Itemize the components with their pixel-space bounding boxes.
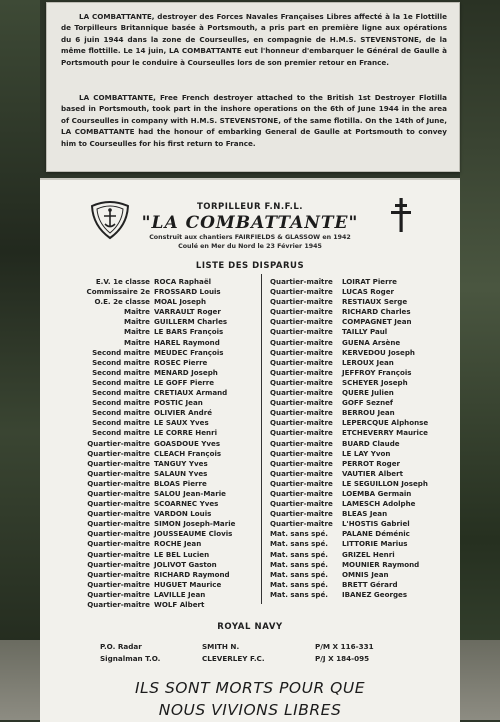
missing-entry xyxy=(40,378,260,388)
entry-name: CRETIAUX Armand xyxy=(154,388,228,398)
entry-name: BRETT Gérard xyxy=(342,579,398,589)
missing-entry xyxy=(266,287,460,297)
entry-rank: Quartier-maître xyxy=(87,478,150,488)
sinking-note: Coulé en Mer du Nord le 23 Février 1945 xyxy=(178,243,322,250)
entry-rank: Quartier-maître xyxy=(270,499,333,509)
english-inscription: LA COMBATTANTE, Free French destroyer attached to the British 1st Destroyer Flotilla based in Portsmouth, took part in the inshore operations on the 6th of June 1944 in the area of Courseulles in company with H.M.S. STEVENSTONE, of the same flotilla. On the 14th of June, LA COMBATTANTE had the honour of embarking General de Gaulle at Portsmouth to convey him to Courseulles for his first return to France. xyxy=(61,93,447,148)
entry-rank: Quartier-maître xyxy=(270,418,333,428)
entry-name: VAUTIER Albert xyxy=(342,468,403,478)
missing-entry xyxy=(266,459,460,469)
entry-name: BUARD Claude xyxy=(342,438,400,448)
construction-note: Construit aux chantiers FAIRFIELDS & GLASSOW en 1942 xyxy=(149,234,351,241)
missing-entry xyxy=(266,529,460,539)
entry-rank: Mat. sans spé. xyxy=(270,569,328,579)
entry-name: BLEAS Jean xyxy=(342,509,388,519)
entry-rank: Mat. sans spé. xyxy=(270,539,328,549)
royal-navy-name: SMITH N. xyxy=(202,642,240,651)
missing-entry xyxy=(40,358,260,368)
french-inscription: LA COMBATTANTE, destroyer des Forces Navales Françaises Libres affecté à la 1e Flottille de Torpilleurs Britannique basée à Portsmouth, a pris part en première ligne aux opérations du 6 juin 1944 dans la zone de Courseulles, en compagnie de H.M.S. STEVENSTONE, de la même flottille. Le 14 juin, LA COMBATTANTE eut l'honneur d'embarquer le Général de Gaulle à Portsmouth pour le conduire à Courseulles lors de son premier retour en France. xyxy=(61,12,447,67)
missing-entry xyxy=(266,560,460,570)
entry-rank: Quartier-maître xyxy=(87,539,150,549)
entry-name: OMNIS Jean xyxy=(342,569,389,579)
entry-rank: Quartier-maître xyxy=(87,519,150,529)
missing-entry xyxy=(266,590,460,600)
entry-name: RESTIAUX Serge xyxy=(342,297,408,307)
missing-entry xyxy=(40,338,260,348)
entry-name: WOLF Albert xyxy=(154,600,205,609)
missing-entry xyxy=(266,469,460,479)
entry-rank: Quartier-maître xyxy=(270,297,333,307)
entry-rank: Quartier-maître xyxy=(270,327,333,337)
missing-entry xyxy=(266,368,460,378)
ship-name: "LA COMBATTANTE" xyxy=(141,213,359,233)
entry-name: TANGUY Yves xyxy=(154,458,208,468)
foliage-right xyxy=(460,0,500,720)
entry-name: LE BARS François xyxy=(154,327,224,337)
entry-name: ETCHEVERRY Maurice xyxy=(342,428,428,438)
missing-entry xyxy=(266,307,460,317)
missing-entry xyxy=(266,398,460,408)
missing-entry xyxy=(40,529,260,539)
entry-name: LE GOFF Pierre xyxy=(154,377,215,387)
entry-name: LAVILLE Jean xyxy=(154,589,206,599)
vessel-type: TORPILLEUR F.N.F.L. xyxy=(196,202,304,212)
missing-list-right xyxy=(266,277,460,600)
missing-entry xyxy=(266,509,460,519)
entry-name: COMPAGNET Jean xyxy=(342,317,412,327)
entry-name: MENARD Joseph xyxy=(154,367,218,377)
entry-name: GOASDOUE Yves xyxy=(154,438,221,448)
entry-rank: Mat. sans spé. xyxy=(270,579,328,589)
entry-name: BLOAS Pierre xyxy=(154,478,207,488)
missing-entry xyxy=(40,459,260,469)
entry-rank: Second maître xyxy=(92,367,150,377)
entry-rank: Quartier-maître xyxy=(270,478,333,488)
missing-entry xyxy=(40,499,260,509)
entry-name: SALAUN Yves xyxy=(154,468,208,478)
entry-name: POSTIC Jean xyxy=(154,398,203,408)
missing-entry xyxy=(40,580,260,590)
entry-rank: Maître xyxy=(124,317,150,327)
entry-name: MEUDEC François xyxy=(154,347,224,357)
entry-name: ROSEC Pierre xyxy=(154,357,208,367)
royal-navy-name: CLEVERLEY F.C. xyxy=(202,654,265,663)
entry-name: QUERE Julien xyxy=(342,388,394,398)
missing-entry xyxy=(266,580,460,590)
entry-name: GUILLERM Charles xyxy=(154,317,228,327)
missing-entry xyxy=(266,479,460,489)
entry-name: CLEACH François xyxy=(154,448,222,458)
missing-entry xyxy=(266,277,460,287)
missing-entry xyxy=(40,570,260,580)
missing-entry xyxy=(40,287,260,297)
entry-name: SALOU Jean-Marie xyxy=(154,488,226,498)
entry-rank: Quartier-maître xyxy=(87,549,150,559)
memorial-plaque xyxy=(40,178,460,722)
entry-rank: Quartier-maître xyxy=(270,337,333,347)
column-divider xyxy=(261,274,262,604)
missing-entry xyxy=(266,449,460,459)
missing-entry xyxy=(40,600,260,610)
entry-name: LUCAS Roger xyxy=(342,287,395,297)
entry-rank: Quartier-maître xyxy=(270,377,333,387)
missing-entry xyxy=(266,570,460,580)
entry-name: SCHEYER Joseph xyxy=(342,377,408,387)
missing-entry xyxy=(40,398,260,408)
missing-entry xyxy=(266,378,460,388)
entry-name: GOFF Seznef xyxy=(342,398,394,408)
entry-rank: Quartier-maître xyxy=(87,488,150,498)
entry-rank: Quartier-maître xyxy=(87,448,150,458)
entry-name: PERROT Roger xyxy=(342,458,401,468)
missing-entry xyxy=(266,519,460,529)
entry-rank: Quartier-maître xyxy=(270,357,333,367)
entry-rank: Second maître xyxy=(92,398,150,408)
entry-rank: Quartier-maître xyxy=(87,559,150,569)
entry-name: LE LAY Yvon xyxy=(342,448,391,458)
entry-rank: Quartier-maître xyxy=(270,307,333,317)
entry-name: MOAL Joseph xyxy=(154,297,207,307)
entry-rank: Quartier-maître xyxy=(87,509,150,519)
missing-entry xyxy=(40,317,260,327)
entry-rank: Second maître xyxy=(92,428,150,438)
missing-entry xyxy=(40,388,260,398)
entry-rank: Quartier-maître xyxy=(270,519,333,529)
royal-navy-title: ROYAL NAVY xyxy=(217,622,283,632)
missing-entry xyxy=(266,428,460,438)
entry-rank: E.V. 1e classe xyxy=(95,277,150,286)
royal-navy-number: P/J X 184-095 xyxy=(315,654,370,663)
missing-entry xyxy=(40,277,260,287)
entry-name: LE SAUX Yves xyxy=(154,418,209,428)
entry-rank: Quartier-maître xyxy=(87,468,150,478)
epitaph-line-1: ILS SONT MORTS POUR QUE xyxy=(134,679,365,697)
missing-entry xyxy=(266,358,460,368)
missing-entry xyxy=(266,317,460,327)
missing-entry xyxy=(40,469,260,479)
royal-navy-rank: Signalman T.O. xyxy=(100,654,161,663)
entry-name: HUGUET Maurice xyxy=(154,579,222,589)
entry-name: OLIVIER André xyxy=(154,408,213,418)
entry-rank: Quartier-maître xyxy=(270,347,333,357)
missing-entry xyxy=(266,297,460,307)
entry-name: BERROU Jean xyxy=(342,408,395,418)
entry-rank: Quartier-maître xyxy=(270,488,333,498)
entry-rank: Quartier-maître xyxy=(270,458,333,468)
entry-name: LAMESCH Adolphe xyxy=(342,499,416,509)
entry-name: LEPERCQUE Alphonse xyxy=(342,418,429,428)
entry-rank: O.E. 2e classe xyxy=(94,297,150,307)
entry-rank: Quartier-maître xyxy=(87,589,150,599)
entry-rank: Commissaire 2e xyxy=(86,287,150,297)
missing-entry xyxy=(40,307,260,317)
entry-rank: Quartier-maître xyxy=(270,438,333,448)
entry-name: ROCHE Jean xyxy=(154,539,202,549)
entry-name: JOUSSEAUME Clovis xyxy=(154,529,233,539)
entry-rank: Quartier-maître xyxy=(270,408,333,418)
missing-entry xyxy=(40,509,260,519)
missing-entry xyxy=(40,439,260,449)
missing-entry xyxy=(266,499,460,509)
entry-name: SCOARNEC Yves xyxy=(154,499,219,509)
entry-rank: Quartier-maître xyxy=(87,579,150,589)
missing-entry xyxy=(266,338,460,348)
entry-name: LE CORRE Henri xyxy=(154,428,218,438)
entry-name: LE SEGUILLON Joseph xyxy=(342,478,428,488)
entry-name: LE BEL Lucien xyxy=(154,549,210,559)
missing-entry xyxy=(40,348,260,358)
missing-list-title: LISTE DES DISPARUS xyxy=(195,261,305,271)
epitaph-line-2: NOUS VIVIONS LIBRES xyxy=(158,701,342,719)
entry-name: KERVEDOU Joseph xyxy=(342,347,415,357)
missing-entry xyxy=(266,408,460,418)
missing-entry xyxy=(266,418,460,428)
entry-rank: Quartier-maître xyxy=(270,448,333,458)
missing-list-left xyxy=(40,277,260,610)
entry-rank: Second maître xyxy=(92,377,150,387)
entry-rank: Quartier-maître xyxy=(87,458,150,468)
entry-rank: Second maître xyxy=(92,418,150,428)
entry-name: SIMON Joseph-Marie xyxy=(154,519,236,529)
entry-rank: Quartier-maître xyxy=(270,277,333,286)
entry-rank: Quartier-maître xyxy=(87,499,150,509)
missing-entry xyxy=(266,550,460,560)
missing-entry xyxy=(266,489,460,499)
entry-rank: Quartier-maître xyxy=(270,367,333,377)
entry-rank: Quartier-maître xyxy=(87,600,150,609)
entry-name: ROCA Raphaël xyxy=(154,277,212,286)
missing-entry xyxy=(266,327,460,337)
missing-entry xyxy=(40,489,260,499)
entry-rank: Quartier-maître xyxy=(270,388,333,398)
entry-rank: Quartier-maître xyxy=(270,468,333,478)
entry-name: FROSSARD Louis xyxy=(154,287,221,297)
missing-entry xyxy=(40,449,260,459)
entry-name: RICHARD Charles xyxy=(342,307,411,317)
entry-rank: Mat. sans spé. xyxy=(270,589,328,599)
entry-rank: Quartier-maître xyxy=(270,317,333,327)
entry-rank: Second maître xyxy=(92,408,150,418)
entry-name: VARRAULT Roger xyxy=(154,307,221,317)
missing-entry xyxy=(266,388,460,398)
entry-rank: Mat. sans spé. xyxy=(270,559,328,569)
entry-name: GRIZEL Henri xyxy=(342,549,395,559)
entry-name: JOLIVOT Gaston xyxy=(154,559,217,569)
missing-entry xyxy=(40,539,260,549)
upper-plaque xyxy=(46,2,460,172)
entry-name: PALANE Déménic xyxy=(342,529,410,539)
royal-navy-number: P/M X 116-331 xyxy=(315,642,374,651)
missing-entry xyxy=(40,368,260,378)
missing-entry xyxy=(40,297,260,307)
entry-rank: Quartier-maître xyxy=(270,428,333,438)
entry-rank: Maître xyxy=(124,327,150,337)
entry-name: LOIRAT Pierre xyxy=(342,277,397,286)
missing-entry xyxy=(266,348,460,358)
missing-entry xyxy=(40,550,260,560)
entry-rank: Quartier-maître xyxy=(270,398,333,408)
entry-name: TAILLY Paul xyxy=(342,327,388,337)
entry-rank: Quartier-maître xyxy=(87,438,150,448)
missing-entry xyxy=(266,539,460,549)
royal-navy-rank: P.O. Radar xyxy=(100,642,142,651)
entry-rank: Second maître xyxy=(92,357,150,367)
entry-name: LEROUX Jean xyxy=(342,357,394,367)
entry-name: LITTORIE Marius xyxy=(342,539,408,549)
entry-rank: Second maître xyxy=(92,347,150,357)
entry-name: MOUNIER Raymond xyxy=(342,559,420,569)
entry-name: JEFFROY François xyxy=(342,367,412,377)
missing-entry xyxy=(40,428,260,438)
entry-rank: Second maître xyxy=(92,388,150,398)
entry-name: GUENA Arsène xyxy=(342,337,401,347)
royal-navy-row xyxy=(40,642,460,653)
entry-name: RICHARD Raymond xyxy=(154,569,230,579)
royal-navy-row xyxy=(40,654,460,665)
missing-entry xyxy=(40,327,260,337)
entry-rank: Mat. sans spé. xyxy=(270,529,328,539)
entry-rank: Quartier-maître xyxy=(87,529,150,539)
entry-rank: Mat. sans spé. xyxy=(270,549,328,559)
foliage-left xyxy=(0,0,40,720)
missing-entry xyxy=(40,479,260,489)
entry-name: LOEMBA Germain xyxy=(342,488,412,498)
missing-entry xyxy=(266,439,460,449)
missing-entry xyxy=(40,590,260,600)
missing-entry xyxy=(40,560,260,570)
missing-entry xyxy=(40,519,260,529)
entry-rank: Quartier-maître xyxy=(270,509,333,519)
entry-rank: Maître xyxy=(124,307,150,317)
missing-entry xyxy=(40,408,260,418)
entry-rank: Maître xyxy=(124,337,150,347)
entry-name: IBANEZ Georges xyxy=(342,589,408,599)
entry-rank: Quartier-maître xyxy=(87,569,150,579)
entry-name: VARDON Louis xyxy=(154,509,212,519)
missing-entry xyxy=(40,418,260,428)
entry-name: HAREL Raymond xyxy=(154,337,220,347)
entry-name: L'HOSTIS Gabriel xyxy=(342,519,410,529)
entry-rank: Quartier-maître xyxy=(270,287,333,297)
